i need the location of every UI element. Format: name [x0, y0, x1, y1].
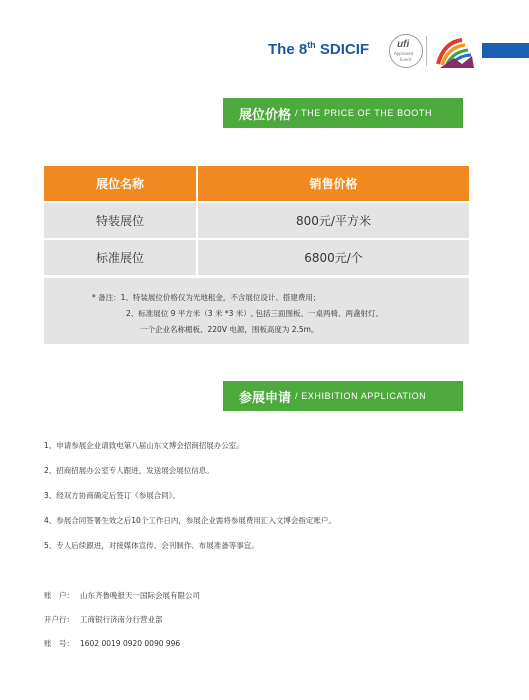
ufi-logo: ufi Approved Event	[389, 34, 423, 68]
account-holder: 账 户： 山东齐鲁晚报天一国际会展有限公司	[44, 591, 200, 600]
account-number: 账 号： 1602 0019 0920 0090 996	[44, 639, 181, 648]
booth-name-cell: 特装展位	[44, 201, 198, 238]
header-accent-bar	[482, 43, 529, 58]
list-item: 5、专人后续跟进，对接媒体宣传、会刊制作、布展准备等事宜。	[44, 541, 259, 550]
booth-price-banner: 展位价格 / THE PRICE OF THE BOOTH	[223, 98, 463, 128]
sdicif-arc-logo	[432, 34, 476, 70]
price-note	[44, 278, 469, 344]
logo-divider	[426, 36, 427, 66]
table-row	[44, 238, 469, 275]
price-cell: 800元/平方米	[198, 201, 469, 238]
list-item: 3、经双方协商确定后签订《参展合同》。	[44, 491, 181, 500]
price-cell: 6800元/个	[198, 238, 469, 275]
list-item: 1、申请参展企业请致电第八届山东文博会招商招展办公室。	[44, 441, 244, 450]
price-table	[44, 166, 469, 275]
table-row	[44, 201, 469, 238]
list-item: 4、参展合同签署生效之后10个工作日内，参展企业需将参展费用汇入文博会指定账户。	[44, 516, 336, 525]
application-banner: 参展申请 / EXHIBITION APPLICATION	[223, 381, 463, 411]
header-booth-name: 展位名称	[44, 166, 198, 201]
header	[0, 30, 529, 74]
event-title: The 8th SDICIF	[268, 40, 370, 58]
account-bank: 开户行： 工商银行济南分行营业部	[44, 615, 163, 624]
note-line: 一个企业名称楣板、220V 电源，围板高度为 2.5m。	[140, 325, 319, 334]
list-item: 2、招商招展办公室专人跟进，发送展会展位信息。	[44, 466, 214, 475]
header-sale-price: 销售价格	[198, 166, 469, 201]
table-header-row	[44, 166, 469, 201]
note-line: * 备注：1、特装展位价格仅为光地租金，不含展位设计、搭建费用；	[92, 293, 321, 302]
booth-name-cell: 标准展位	[44, 238, 198, 275]
note-line: 2、标准展位 9 平方米（3 米 *3 米）, 包括三面围板、一桌两椅、两盏射灯、	[126, 309, 384, 318]
